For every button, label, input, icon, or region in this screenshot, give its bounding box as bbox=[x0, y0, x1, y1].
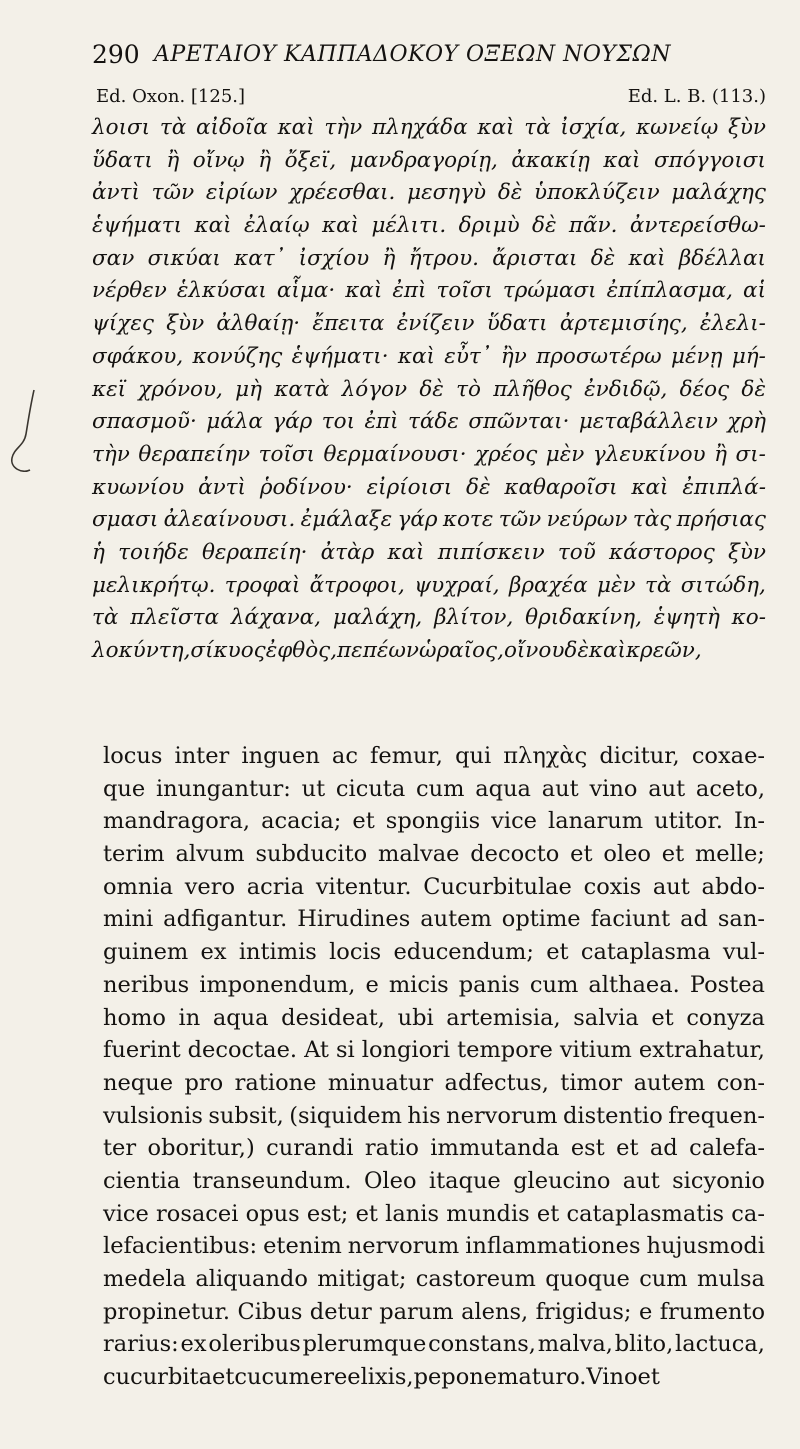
latin-text-line: omnia vero acria vitentur. Cucurbitulae coxis aut abdo- bbox=[103, 873, 765, 900]
latin-text-line: propinetur. Cibus detur parum alens, frigidus; e frumento bbox=[103, 1298, 765, 1325]
greek-text-line: σφάκου, κονύζης ἑψήματι· καὶ εὖτ᾽ ἢν προσωτέρω μένῃ μή- bbox=[92, 343, 766, 369]
page-number: 290 bbox=[92, 40, 140, 69]
page-header bbox=[92, 36, 712, 76]
greek-text-line: τὰ πλεῖστα λάχανα, μαλάχη, βλίτον, θριδακίνη, ἑψητὴ κο- bbox=[92, 605, 766, 631]
greek-text-line: ἡ τοιήδε θεραπείη· ἀτὰρ καὶ πιπίσκειν τοῦ κάστορος ξὺν bbox=[92, 539, 766, 565]
latin-text-line: fuerint decoctae. At si longiori tempore vitium extrahatur, bbox=[103, 1037, 765, 1064]
edition-references bbox=[96, 86, 766, 112]
greek-text-line: ἑψήματι καὶ ἐλαίῳ καὶ μέλιτι. δριμὺ δὲ πᾶν. ἀντερείσθω- bbox=[92, 213, 766, 239]
latin-text-line: rarius: ex oleribus plerumque constans, malva, blito, lactuca, bbox=[103, 1331, 765, 1358]
greek-text-line: κυωνίου ἀντὶ ῥοδίνου· εἰρίοισι δὲ καθαροῖσι καὶ ἐπιπλά- bbox=[92, 474, 766, 500]
latin-text-line: vice rosacei opus est; et lanis mundis et cataplasmatis ca- bbox=[103, 1200, 765, 1227]
latin-text-line: locus inter inguen ac femur, qui πληχὰς dicitur, coxae- bbox=[103, 743, 765, 769]
latin-text-line: cientia transeundum. Oleo itaque gleucino aut sicyonio bbox=[103, 1167, 765, 1194]
latin-text-line: homo in aqua desideat, ubi artemisia, salvia et conyza bbox=[103, 1004, 765, 1031]
greek-text-line: ὕδατι ἢ οἴνῳ ἢ ὄξεϊ, μανδραγορίῃ, ἀκακίῃ καὶ σπόγγοισι bbox=[92, 147, 766, 173]
latin-text-line: que inungantur: ut cicuta cum aqua aut vino aut aceto, bbox=[103, 775, 765, 802]
greek-text-line: τὴν θεραπείην τοῖσι θερμαίνουσι· χρέος μὲν γλευκίνου ἢ σι- bbox=[92, 441, 766, 467]
latin-text-line: terim alvum subducito malvae decocto et oleo et melle; bbox=[103, 841, 765, 868]
greek-text-line: σπασμοῦ· μάλα γάρ τοι ἐπὶ τάδε σπῶνται· μεταβάλλειν χρὴ bbox=[92, 409, 766, 435]
greek-text-line: σμασι ἀλεαίνουσι. ἐμάλαξε γάρ κοτε τῶν νεύρων τὰς πρήσιας bbox=[92, 507, 766, 533]
latin-text-line: mandragora, acacia; et spongiis vice lanarum utitor. In- bbox=[103, 808, 765, 835]
latin-text-line: neque pro ratione minuatur adfectus, timor autem con- bbox=[103, 1069, 765, 1096]
latin-text-line: cucurbita et cucumere elixis, pepone maturo. Vino et bbox=[103, 1364, 660, 1391]
latin-text-line: lefacientibus: etenim nervorum inflammationes hujusmodi bbox=[103, 1233, 765, 1260]
greek-text-line: ἀντὶ τῶν εἰρίων χρέεσθαι. μεσηγὺ δὲ ὑποκλύζειν μαλάχης bbox=[92, 180, 766, 206]
latin-text-line: mini adfigantur. Hirudines autem optime faciunt ad san- bbox=[103, 906, 765, 933]
edition-leiden-ref: Ed. L. B. (113.) bbox=[627, 86, 766, 107]
latin-text-line: ter oboritur,) curandi ratio immutanda est et ad calefa- bbox=[103, 1135, 765, 1162]
greek-text-line: νέρθεν ἑλκύσαι αἷμα· καὶ ἐπὶ τοῖσι τρώμασι ἐπίπλασμα, αἱ bbox=[92, 278, 766, 304]
handwritten-margin-mark bbox=[8, 388, 44, 478]
edition-oxford-ref: Ed. Oxon. [125.] bbox=[96, 86, 246, 107]
greek-text-line: λοκύντη, σίκυος ἐφθὸς, πεπέων ὡραῖος, οἴνου δὲ καὶ κρεῶν, bbox=[92, 638, 702, 663]
latin-translation-block bbox=[103, 740, 765, 1394]
greek-text-line: ψίχες ξὺν ἀλθαίῃ· ἔπειτα ἐνίζειν ὕδατι ἀρτεμισίης, ἐλελι- bbox=[92, 311, 766, 337]
latin-text-line: medela aliquando mitigat; castoreum quoque cum mulsa bbox=[103, 1266, 765, 1292]
greek-text-block bbox=[92, 112, 766, 668]
greek-text-line: λοισι τὰ αἰδοῖα καὶ τὴν πληχάδα καὶ τὰ ἰσχία, κωνείῳ ξὺν bbox=[92, 115, 766, 140]
greek-text-line: κεϊ χρόνου, μὴ κατὰ λόγον δὲ τὸ πλῆθος ἐνδιδῷ, δέος δὲ bbox=[92, 376, 766, 402]
running-title: ΑΡΕΤΑΙΟΥ ΚΑΠΠΑΔΟΚΟΥ ΟΞΕΩΝ ΝΟΥΣΩΝ bbox=[154, 42, 671, 67]
greek-text-line: σαν σικύαι κατ᾽ ἰσχίου ἢ ἤτρου. ἄρισται δὲ καὶ βδέλλαι bbox=[92, 245, 766, 271]
latin-text-line: vulsionis subsit, (siquidem his nervorum distentio frequen- bbox=[103, 1102, 765, 1129]
latin-text-line: neribus imponendum, e micis panis cum althaea. Postea bbox=[103, 971, 765, 998]
greek-text-line: μελικρήτῳ. τροφαὶ ἄτροφοι, ψυχραί, βραχέα μὲν τὰ σιτώδη, bbox=[92, 572, 766, 598]
latin-text-line: guinem ex intimis locis educendum; et cataplasma vul- bbox=[103, 939, 765, 966]
